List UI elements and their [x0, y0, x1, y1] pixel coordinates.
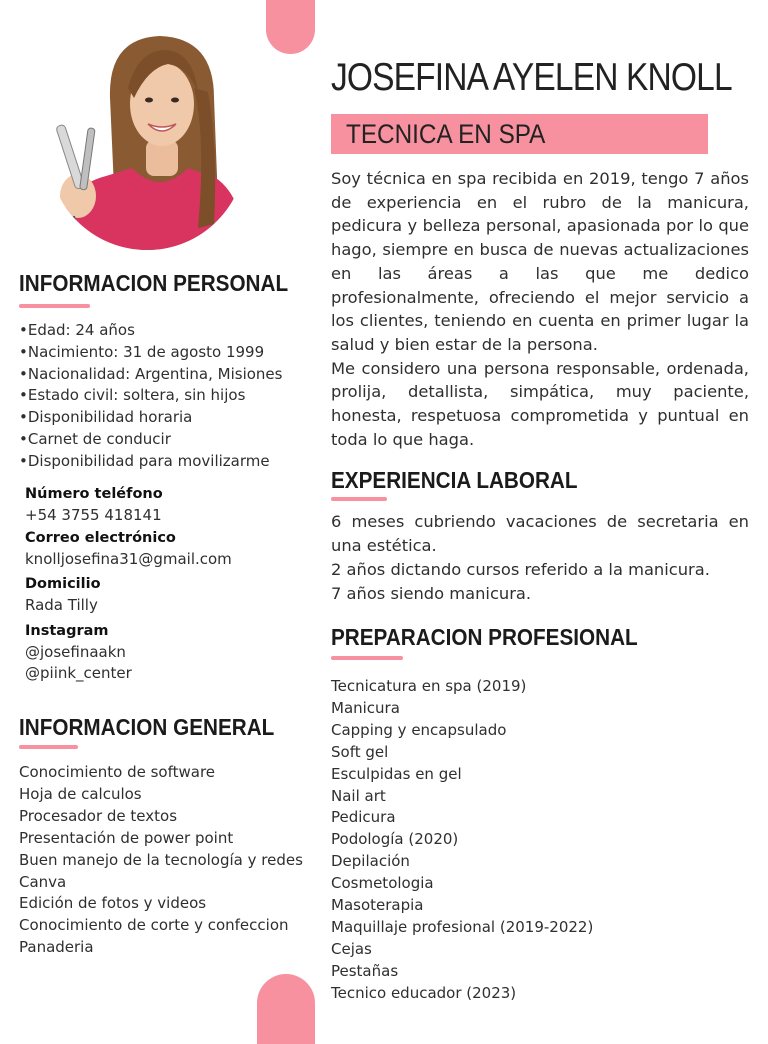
personal-info-underline — [19, 304, 90, 308]
address-label: Domicilio — [25, 576, 101, 592]
instagram-handle-2[interactable]: @piink_center — [25, 664, 132, 682]
eye-left — [145, 98, 153, 103]
general-item: Buen manejo de la tecnología y redes — [19, 850, 303, 869]
experience-item: 7 años siendo manicura. — [331, 584, 532, 603]
experience-item: 2 años dictando cursos referido a la manicura. — [331, 560, 710, 579]
personal-item: •Disponibilidad horaria — [19, 408, 193, 427]
preparation-item: Esculpidas en gel — [331, 764, 462, 783]
instagram-label: Instagram — [25, 622, 109, 639]
job-title: TECNICA EN SPA — [346, 119, 546, 149]
instagram-handle-1[interactable]: @josefinaakn — [25, 642, 126, 661]
address-value: Rada Tilly — [25, 596, 98, 614]
personal-item: •Carnet de conducir — [19, 429, 171, 448]
preparation-item: Pestañas — [331, 961, 399, 980]
general-item: Conocimiento de corte y confeccion — [19, 916, 289, 935]
email-address[interactable]: knolljosefina31@gmail.com — [25, 549, 232, 568]
general-info-heading: INFORMACION GENERAL — [19, 714, 275, 740]
email-label: Correo electrónico — [25, 529, 176, 546]
preparation-item: Masoterapia — [331, 896, 424, 915]
personal-item: •Estado civil: soltera, sin hijos — [19, 386, 246, 405]
general-item: Edición de fotos y videos — [19, 894, 207, 913]
personal-item: •Nacimiento: 31 de agosto 1999 — [19, 342, 265, 361]
preparation-item: Pedicura — [331, 808, 396, 827]
preparation-item: Soft gel — [331, 742, 389, 761]
experience-underline — [331, 497, 387, 501]
phone-number[interactable]: +54 3755 418141 — [25, 506, 162, 524]
preparation-item: Tecnicatura en spa (2019) — [331, 677, 527, 695]
personal-item: •Edad: 24 años — [19, 321, 135, 339]
job-title-band — [331, 114, 708, 154]
summary-paragraph-1: Soy técnica en spa recibida en 2019, tengo 7 años de experiencia en el rubro de la manicura, pedicura y belleza personal, apasionada por lo que hago, siempre en busca de nuevas actualizaciones en las áreas a las que me dedico profesionalmente, ofreciendo el mejor servicio a los clientes, teniendo en cuenta en primer lugar la salud y bien estar de la persona. — [331, 169, 749, 354]
summary-paragraph-2: Me considero una persona responsable, ordenada, prolija, detallista, simpática, muy paciente, honesta, respetuosa comprometida y puntual en toda lo que haga. — [331, 358, 749, 449]
preparation-list — [331, 676, 593, 1005]
preparation-item: Podología (2020) — [331, 830, 459, 849]
general-item: Procesador de textos — [19, 806, 178, 825]
preparation-item: Nail art — [331, 786, 386, 805]
personal-info-heading: INFORMACION PERSONAL — [19, 270, 289, 296]
preparation-heading: PREPARACION PROFESIONAL — [331, 624, 638, 650]
general-item: Conocimiento de software — [19, 763, 216, 781]
decorative-top-shape — [266, 0, 315, 54]
preparation-item: Capping y encapsulado — [331, 720, 507, 739]
experience-heading: EXPERIENCIA LABORAL — [331, 467, 578, 493]
preparation-item: Maquillaje profesional (2019-2022) — [331, 917, 594, 936]
phone-label: Número teléfono — [25, 486, 163, 502]
general-item: Canva — [19, 872, 67, 891]
eye-right — [171, 98, 179, 103]
preparation-item: Cejas — [331, 939, 372, 958]
general-item: Hoja de calculos — [19, 784, 142, 803]
personal-item: •Nacionalidad: Argentina, Misiones — [19, 364, 283, 383]
general-info-underline — [19, 745, 78, 749]
preparation-underline — [331, 656, 403, 660]
preparation-item: Depilación — [331, 852, 410, 871]
experience-item: 6 meses cubriendo vacaciones de secretaria en una estética. — [331, 512, 749, 555]
general-item: Presentación de power point — [19, 828, 234, 847]
decorative-bottom-shape — [257, 974, 315, 1044]
general-item: Panaderia — [19, 938, 94, 957]
personal-item: •Disponibilidad para movilizarme — [19, 451, 270, 470]
candidate-name: JOSEFINA AYELEN KNOLL — [331, 56, 732, 99]
profile-summary — [331, 167, 749, 451]
preparation-item: Cosmetologia — [331, 874, 434, 893]
profile-photo — [48, 28, 246, 250]
experience-list — [331, 510, 749, 606]
preparation-item: Tecnico educador (2023) — [331, 983, 517, 1002]
general-info-list — [19, 762, 303, 959]
preparation-item: Manicura — [331, 698, 400, 717]
personal-info-list — [19, 320, 282, 473]
contact-block — [25, 483, 305, 685]
